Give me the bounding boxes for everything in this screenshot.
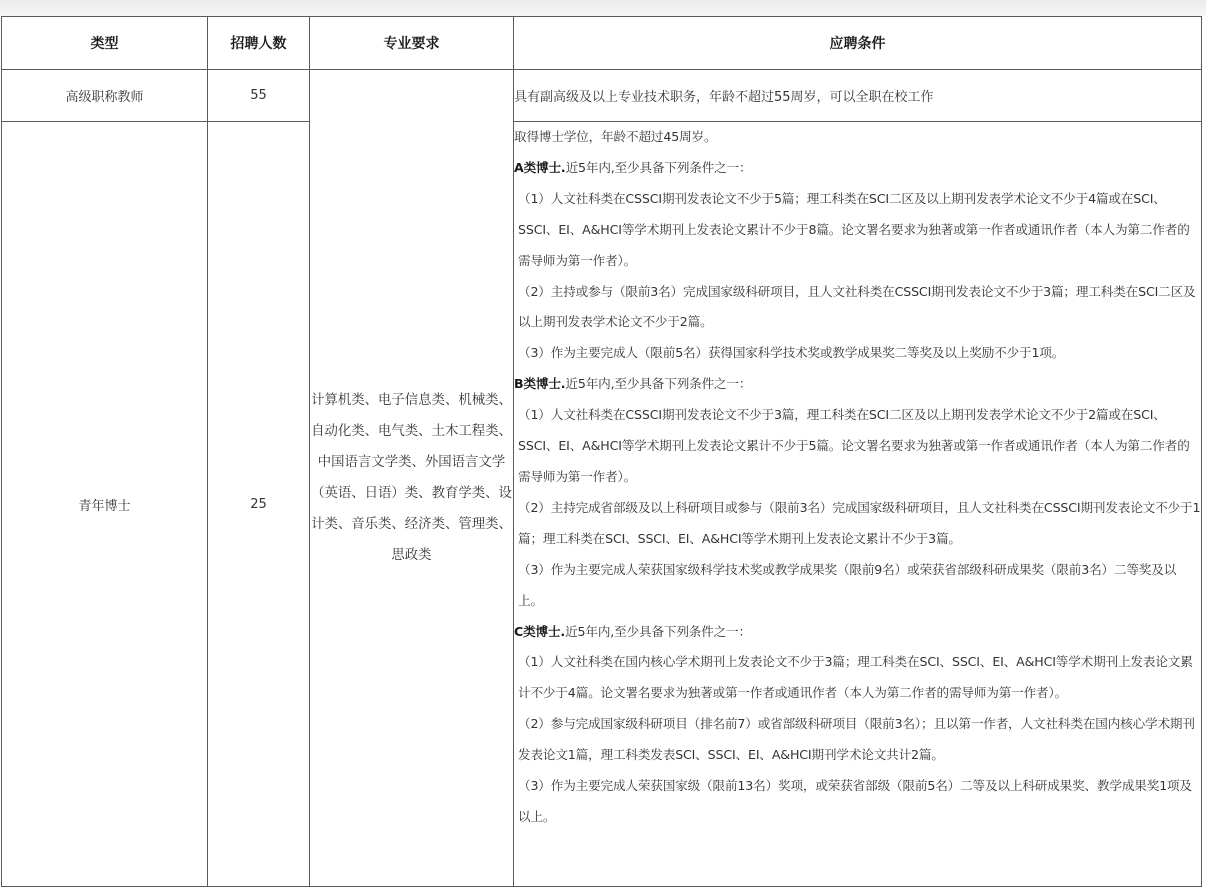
count-cell: 25 [208, 122, 310, 887]
header-count: 招聘人数 [208, 17, 310, 70]
count-cell: 55 [208, 70, 310, 122]
category-a [514, 153, 1201, 184]
type-cell: 青年博士 [2, 122, 208, 887]
header-conditions: 应聘条件 [514, 17, 1202, 70]
condition-intro: 取得博士学位，年龄不超过45周岁。 [514, 129, 717, 144]
category-b [514, 369, 1201, 400]
header-type: 类型 [2, 17, 208, 70]
category-a-lead: 近5年内,至少具备下列条件之一： [565, 159, 752, 175]
category-b-item: （1）人文社科类在CSSCI期刊发表论文不少于3篇，理工科类在SCI二区及以上期刊发表学术论文不少于2篇或在SCI、SSCI、EI、A&HCI等学术期刊上发表论文累计不少于5篇。论文署名要求为独著或第一作者或通讯作者（本人为第二作者的需导师为第一作者）。 [518, 407, 1190, 484]
category-c [514, 617, 1201, 648]
category-c-item: （1）人文社科类在国内核心学术期刊上发表论文不少于3篇；理工科类在SCI、SSCI、EI、A&HCI等学术期刊上发表论文累计不少于4篇。论文署名要求为独著或第一作者或通讯作者（本人为第二作者的需导师为第一作者）。 [518, 654, 1193, 701]
condition-cell [514, 122, 1202, 887]
recruitment-table [1, 16, 1202, 887]
category-c-lead: 近5年内,至少具备下列条件之一： [565, 623, 751, 639]
table-row [2, 70, 1202, 122]
category-a-item: （2）主持或参与（限前3名）完成国家级科研项目，且人文社科类在CSSCI期刊发表论文不少于3篇；理工科类在SCI二区及以上期刊发表学术论文不少于2篇。 [518, 283, 1196, 330]
category-a-item: （3）作为主要完成人（限前5名）获得国家科学技术奖或教学成果奖二等奖及以上奖励不少于1项。 [518, 345, 1065, 361]
category-b-title: B类博士. [514, 376, 566, 392]
category-a-title: A类博士. [514, 159, 566, 175]
category-c-title: C类博士. [514, 623, 566, 639]
category-c-item: （2）参与完成国家级科研项目（排名前7）或省部级科研项目（限前3名）；且以第一作者，人文社科类在国内核心学术期刊发表论文1篇，理工科类发表SCI、SSCI、EI、A&HCI期刊学术论文共计2篇。 [518, 716, 1195, 763]
top-shade [0, 0, 1206, 16]
category-a-item: （1）人文社科类在CSSCI期刊发表论文不少于5篇；理工科类在SCI二区及以上期刊发表学术论文不少于4篇或在SCI、SSCI、EI、A&HCI等学术期刊上发表论文累计不少于8篇。论文署名要求为独著或第一作者或通讯作者（本人为第二作者的需导师为第一作者）。 [518, 190, 1190, 268]
category-c-item: （3）作为主要完成人荣获国家级（限前13名）奖项，或荣获省部级（限前5名）二等及以上科研成果奖、教学成果奖1项及以上。 [518, 778, 1192, 824]
table-row [2, 122, 1202, 887]
header-major: 专业要求 [310, 17, 514, 70]
condition-cell: 具有副高级及以上专业技术职务，年龄不超过55周岁，可以全职在校工作 [514, 70, 1202, 122]
category-b-item: （2）主持完成省部级及以上科研项目或参与（限前3名）完成国家级科研项目，且人文社科类在CSSCI期刊发表论文不少于1篇；理工科类在SCI、SSCI、EI、A&HCI等学术期刊上发表论文累计不少于3篇。 [518, 499, 1201, 546]
category-b-lead: 近5年内,至少具备下列条件之一： [565, 376, 752, 392]
type-cell: 高级职称教师 [2, 70, 208, 122]
header-row [2, 17, 1202, 70]
category-b-item: （3）作为主要完成人荣获国家级科学技术奖或教学成果奖（限前9名）或荣获省部级科研成果奖（限前3名）二等奖及以上。 [518, 561, 1177, 608]
major-requirement-cell: 计算机类、电子信息类、机械类、自动化类、电气类、土木工程类、中国语言文学类、外国语言文学（英语、日语）类、教育学类、设计类、音乐类、经济类、管理类、思政类 [310, 70, 514, 887]
